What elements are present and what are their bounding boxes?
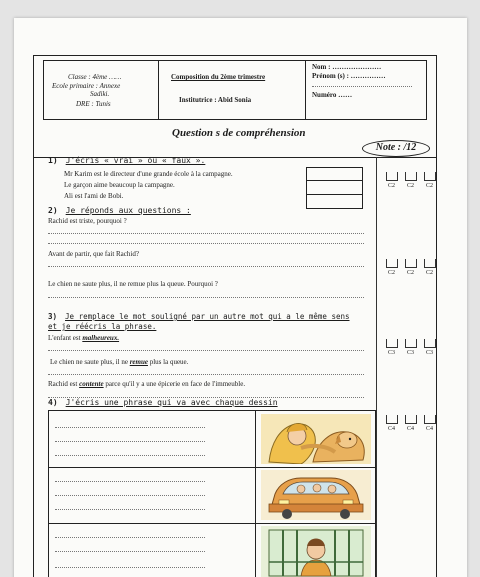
q3-s3-text: Rachid est xyxy=(48,380,80,388)
q1-statement-1: Mr Karim est le directeur d'une grande école à la campagne. xyxy=(64,170,233,178)
q2-number: 2) xyxy=(48,206,58,215)
q3-s2-text: Le chien ne saute plus, il ne xyxy=(50,358,130,366)
school-label-2: Sadiki. xyxy=(90,90,110,98)
class-label: Classe : 4ème …… xyxy=(68,73,122,81)
q1-number: 1) xyxy=(48,156,58,165)
q1-criterion-box-2 xyxy=(405,172,417,181)
row-divider-1 xyxy=(49,467,375,468)
q3-criterion-box-1 xyxy=(386,339,398,348)
q3-s3-underlined-word: contente xyxy=(79,380,104,388)
q4-write-line-3c[interactable] xyxy=(55,567,205,568)
q1-label: J'écris « vrai » ou « faux ». xyxy=(65,156,206,165)
q4-write-line-1c[interactable] xyxy=(55,455,205,456)
header-title-cell xyxy=(159,61,306,119)
q2-criterion-2: C2 xyxy=(407,270,415,276)
header-school-cell xyxy=(44,61,159,119)
q3-criterion-box-3 xyxy=(424,339,436,348)
score-note xyxy=(362,140,430,157)
name-field[interactable]: Nom : ………………… xyxy=(312,63,382,71)
teacher-label: Institutrice : Abid Sonia xyxy=(179,96,252,104)
q2-question-2: Avant de partir, que fait Rachid? xyxy=(48,250,139,258)
q4-write-line-2b[interactable] xyxy=(55,495,205,496)
q2-question-1: Rachid est triste, pourquoi ? xyxy=(48,217,127,225)
q3-number: 3) xyxy=(48,312,58,321)
drawing-child-at-window xyxy=(261,526,371,577)
q4-label: J'écris une phrase qui va avec chaque dessin xyxy=(65,398,278,407)
q4-write-line-2a[interactable] xyxy=(55,481,205,482)
q2-answer-line-2[interactable] xyxy=(48,266,364,267)
drawing-column-divider xyxy=(255,411,256,577)
q3-s2-text-end: plus la queue. xyxy=(147,358,189,366)
criteria-column-divider xyxy=(376,157,377,577)
section-title: Question s de compréhension xyxy=(172,127,306,139)
q3-answer-line-2[interactable] xyxy=(48,374,364,375)
q4-write-line-1a[interactable] xyxy=(55,427,205,428)
firstname-field[interactable]: Prénom (s) : …………… xyxy=(312,72,386,80)
q4-number: 4) xyxy=(48,398,58,407)
q4-criterion-3: C4 xyxy=(426,426,434,432)
q3-label-line-1: Je remplace le mot souligné par un autre mot qui a le même sens xyxy=(65,312,350,321)
q1-criterion-box-3 xyxy=(424,172,436,181)
q2-heading xyxy=(48,206,191,215)
q2-answer-line-1b[interactable] xyxy=(48,243,364,244)
q3-sentence-2 xyxy=(50,358,188,366)
answer-cell-3[interactable] xyxy=(307,195,362,208)
firstname-dotline xyxy=(312,86,412,87)
q1-criterion-2: C2 xyxy=(407,183,415,189)
answer-cell-2[interactable] xyxy=(307,181,362,194)
q4-write-line-2c[interactable] xyxy=(55,509,205,510)
q1-statement-3: Ali est l'ami de Bobi. xyxy=(64,192,124,200)
row-divider-2 xyxy=(49,523,375,524)
q2-criterion-box-2 xyxy=(405,259,417,268)
q4-criterion-2: C4 xyxy=(407,426,415,432)
q3-s1-text: L'enfant est xyxy=(48,334,83,342)
q3-criterion-2: C3 xyxy=(407,350,415,356)
drawing-sentence-table xyxy=(48,410,376,577)
school-label: Ecole primaire : Annexe xyxy=(52,82,121,90)
q2-criterion-box-3 xyxy=(424,259,436,268)
q1-criterion-3: C2 xyxy=(426,183,434,189)
q2-answer-line-1a[interactable] xyxy=(48,233,364,234)
score-note-text: Note : /12 xyxy=(375,142,417,153)
q3-s1-underlined-word: malheureux. xyxy=(82,334,120,342)
q1-criterion-1: C2 xyxy=(388,183,396,189)
q2-criterion-3: C2 xyxy=(426,270,434,276)
q4-write-line-3b[interactable] xyxy=(55,551,205,552)
drawing-car xyxy=(261,470,371,520)
q1-criterion-box-1 xyxy=(386,172,398,181)
q2-criterion-1: C2 xyxy=(388,270,396,276)
q4-write-line-1b[interactable] xyxy=(55,441,205,442)
q3-sentence-3 xyxy=(48,380,245,388)
q3-s3-text-end: parce qu'il y a une épicerie en face de l'immeuble. xyxy=(103,380,246,388)
q4-criterion-box-1 xyxy=(386,415,398,424)
q3-sentence-1 xyxy=(48,334,119,342)
q2-question-3: Le chien ne saute plus, il ne remue plus la queue. Pourquoi ? xyxy=(48,280,218,288)
q2-label: Je réponds aux questions : xyxy=(65,206,191,215)
number-field[interactable]: Numéro …… xyxy=(312,91,353,99)
answer-cell-1[interactable] xyxy=(307,168,362,181)
true-false-answer-table[interactable] xyxy=(306,167,363,209)
q4-heading xyxy=(48,398,278,407)
composition-title: Composition du 2ème trimestre xyxy=(171,73,266,81)
q3-criterion-box-2 xyxy=(405,339,417,348)
header-student-cell xyxy=(306,61,428,119)
q2-answer-line-3[interactable] xyxy=(48,297,364,298)
q3-label-line-2: et je réécris la phrase. xyxy=(48,322,157,331)
q3-answer-line-1[interactable] xyxy=(48,350,364,351)
exam-header xyxy=(43,60,427,120)
q1-heading xyxy=(48,156,205,165)
q4-criterion-1: C4 xyxy=(388,426,396,432)
q3-heading xyxy=(48,312,350,321)
q4-write-line-3a[interactable] xyxy=(55,537,205,538)
q1-statement-2: Le garçon aime beaucoup la campagne. xyxy=(64,181,175,189)
q2-criterion-box-1 xyxy=(386,259,398,268)
drawing-child-with-dog xyxy=(261,414,371,464)
dre-label: DRE : Tunis xyxy=(76,100,111,108)
q3-criterion-3: C3 xyxy=(426,350,434,356)
q4-criterion-box-3 xyxy=(424,415,436,424)
q3-criterion-1: C3 xyxy=(388,350,396,356)
q4-criterion-box-2 xyxy=(405,415,417,424)
q3-s2-underlined-word: remue xyxy=(129,358,148,366)
